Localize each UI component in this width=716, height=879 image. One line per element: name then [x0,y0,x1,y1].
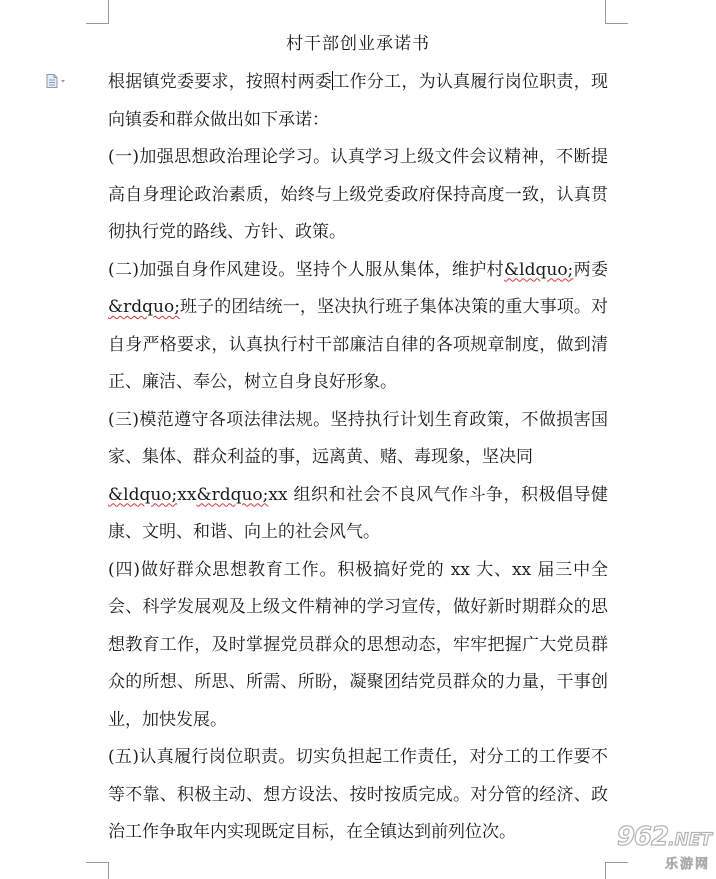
page-title: 村干部创业承诺书 [286,34,430,54]
document-icon [46,74,72,88]
chevron-down-icon [61,80,65,83]
spellcheck-error: &ldquo; [504,259,574,280]
spellcheck-error: &rdquo; [196,484,269,505]
paragraph-handle[interactable] [46,74,72,88]
page-corner-top-left [86,0,109,24]
watermark-logo: 962.NET [616,822,712,852]
paragraph-item-5: (五)认真履行岗位职责。切实负担起工作责任，对分工的工作要不等不靠、积极主动、想方设法、按时按质完成。对分管的经济、政治工作争取年内实现既定目标，在全镇达到前列位次。 [108,747,608,842]
site-watermark [588,823,712,873]
page-corner-top-right [605,0,628,24]
paragraph-item-4: (四)做好群众思想教育工作。积极搞好党的 xx 大、xx 届三中全会、科学发展观及上级文件精神的学习宣传，做好新时期群众的思想教育工作，及时掌握党员群众的思想动态，牢牢把握广大党员群众的所想、所思、所需、所盼，凝聚团结党员群众的力量，干事创业，加快发展。 [108,559,608,730]
document-body[interactable] [108,64,608,852]
watermark-subtitle: 乐游网 [664,857,710,872]
paragraph-item-3: (三)模范遵守各项法律法规。坚持执行计划生育政策，不做损害国家、集体、群众利益的事，远离黄、赌、毒现象，坚决同 &ldquo;xx&rdquo;xx 组织和社会不良风气作斗争，积极倡导健康、文明、和谐、向上的社会风气。 [108,409,608,542]
paragraph-item-1: (一)加强思想政治理论学习。认真学习上级文件会议精神，不断提高自身理论政治素质，始终与上级党委政府保持高度一致，认真贯彻执行党的路线、方针、政策。 [108,147,608,242]
paragraph-item-2: (二)加强自身作风建设。坚持个人服从集体，维护村&ldquo;两委&rdquo;班子的团结统一，坚决执行班子集体决策的重大事项。对自身严格要求，认真执行村干部廉洁自律的各项规章制度，做到清正、廉洁、奉公，树立自身良好形象。 [108,259,609,392]
page-corner-bottom-left [86,862,109,879]
spellcheck-error: &rdquo; [108,297,180,317]
spellcheck-error: &ldquo; [108,484,178,505]
paragraph-intro: 根据镇党委要求，按照村两委工作分工，为认真履行岗位职责，现向镇委和群众做出如下承诺： [108,72,609,130]
